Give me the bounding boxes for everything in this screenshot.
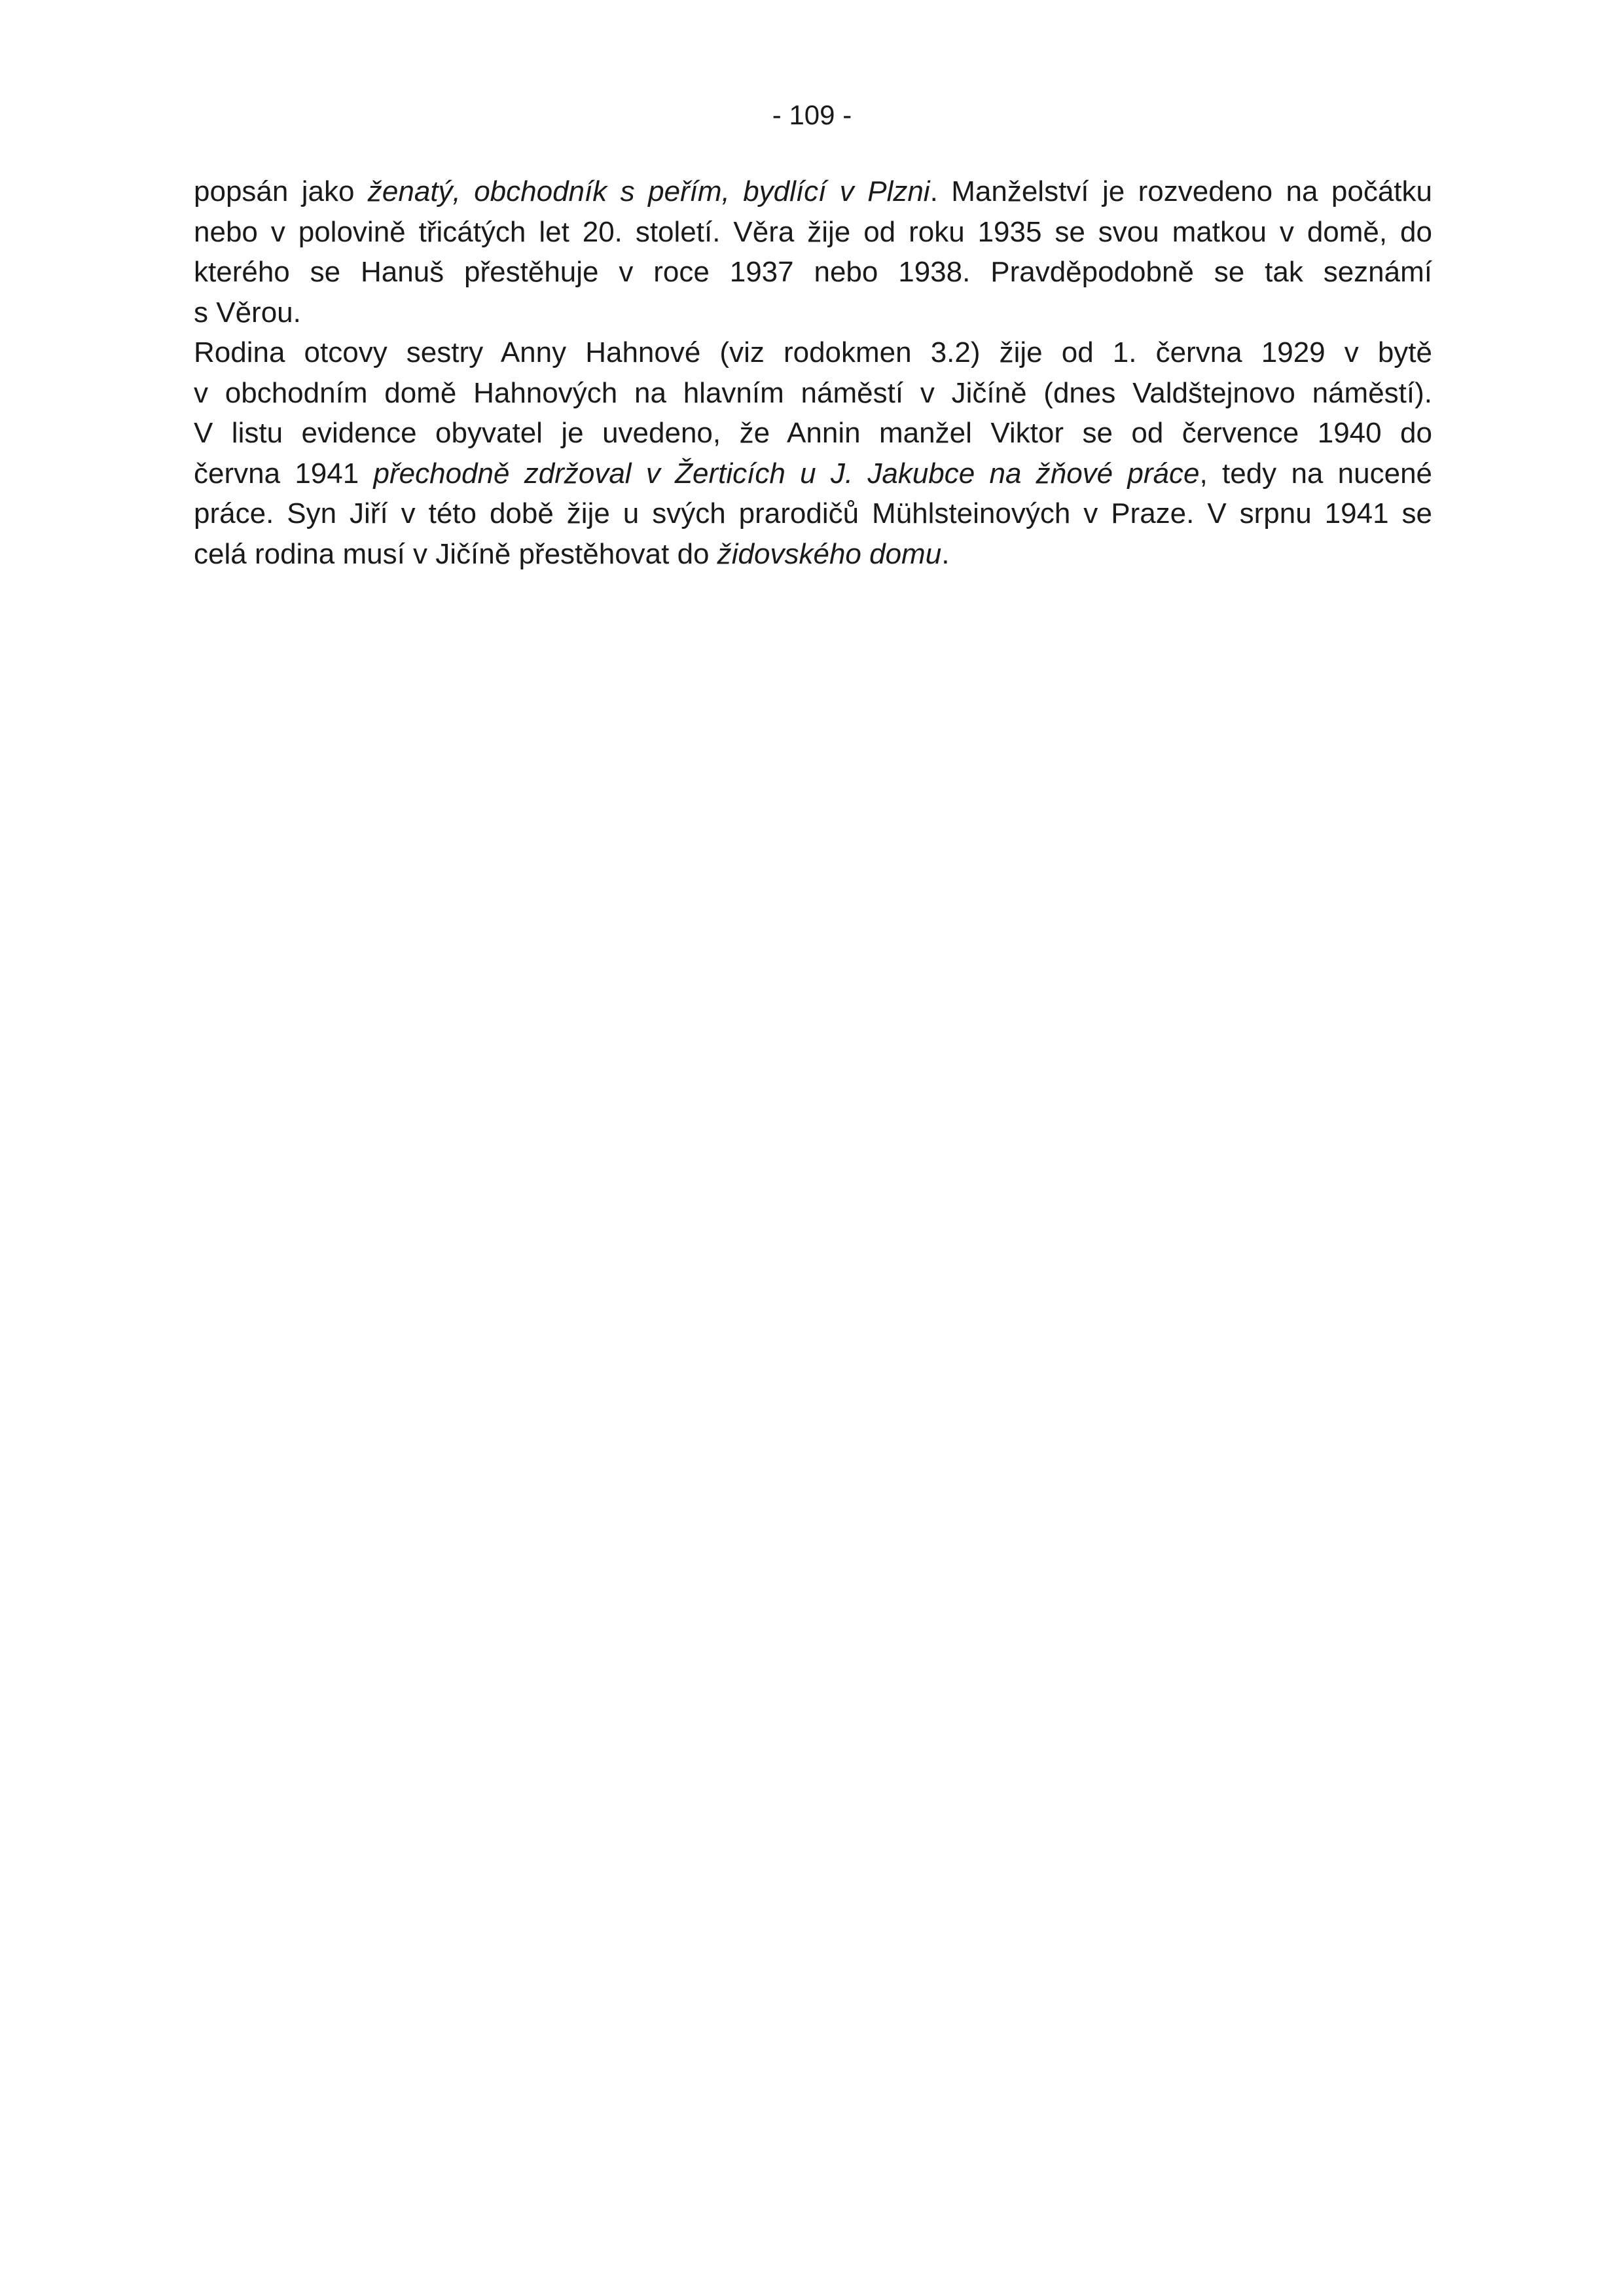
text-run: nebo v polovině třicátých let 20. století. Věra žije od roku 1935 se svou matkou v domě, do [194, 215, 1432, 248]
text-line [194, 493, 1432, 534]
text-run: popsán jako [194, 175, 368, 207]
text-line [194, 454, 1432, 494]
text-line [194, 212, 1432, 253]
text-line [194, 413, 1432, 454]
paragraph [194, 332, 1432, 574]
text-run: . Manželství je rozvedeno na počátku [929, 175, 1432, 207]
text-run: Rodina otcovy sestry Anny Hahnové (viz rodokmen 3.2) žije od 1. června 1929 v bytě [194, 336, 1432, 368]
text-run: celá rodina musí v Jičíně přestěhovat do [194, 537, 717, 570]
text-run: V listu evidence obyvatel je uvedeno, že Annin manžel Viktor se od července 1940 do [194, 417, 1432, 449]
text-run: kterého se Hanuš přestěhuje v roce 1937 nebo 1938. Pravděpodobně se tak seznámí [194, 256, 1432, 288]
text-run: . [941, 537, 950, 570]
text-line [194, 171, 1432, 212]
text-run: června 1941 [194, 457, 374, 490]
text-line [194, 252, 1432, 293]
body-text [194, 171, 1432, 574]
paragraph [194, 171, 1432, 332]
text-run: práce. Syn Jiří v této době žije u svých prarodičů Mühlsteinových v Praze. V srpnu 1941 se [194, 497, 1432, 529]
text-line [194, 293, 1432, 333]
text-run: v obchodním domě Hahnových na hlavním náměstí v Jičíně (dnes Valdštejnovo náměstí). [194, 376, 1432, 409]
text-line [194, 332, 1432, 373]
text-line [194, 534, 1432, 575]
italic-text: ženatý, obchodník s peřím, bydlící v Plzni [367, 175, 930, 207]
italic-text: židovského domu [717, 537, 942, 570]
text-run: , tedy na nucené [1199, 457, 1433, 490]
page-number: - 109 - [772, 99, 852, 130]
text-line [194, 373, 1432, 414]
italic-text: přechodně zdržoval v Žerticích u J. Jakubce na žňové práce [373, 457, 1200, 490]
text-run: s Věrou. [194, 296, 301, 329]
